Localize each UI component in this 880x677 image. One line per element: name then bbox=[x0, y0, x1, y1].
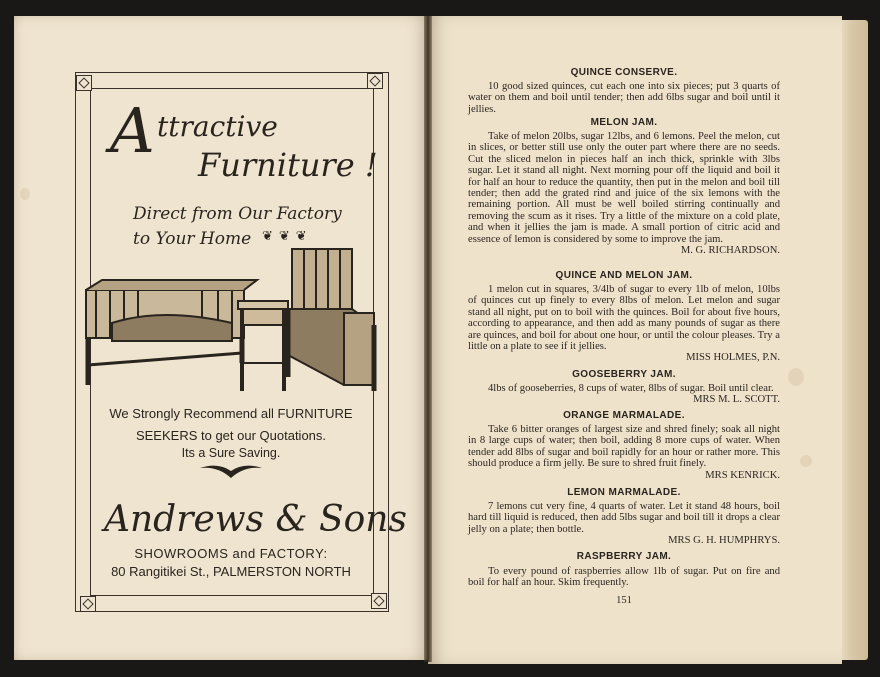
page-number: 151 bbox=[616, 595, 632, 606]
recipe-title: GOOSEBERRY JAM. bbox=[572, 369, 676, 380]
corner-ornament-icon bbox=[80, 596, 96, 612]
recipe-body bbox=[468, 284, 780, 364]
recipe-body bbox=[468, 566, 780, 589]
recipe-title: MELON JAM. bbox=[590, 117, 658, 128]
recipe-title: QUINCE CONSERVE. bbox=[570, 67, 678, 78]
recipe-attribution: M. G. RICHARDSON. bbox=[680, 245, 780, 257]
recipe-attribution: MRS G. H. HUMPHRYS. bbox=[668, 535, 780, 547]
recipe-body bbox=[468, 424, 780, 481]
recipe-attribution: MRS KENRICK. bbox=[705, 469, 780, 481]
paper-stain bbox=[800, 455, 812, 467]
paper-stain bbox=[20, 188, 30, 200]
ad-recommend-line3: Its a Sure Saving. bbox=[181, 446, 281, 460]
recipe-text: Take 6 bitter oranges of largest size and shred finely; soak all night in 8 large cups of water; then boil, adding 8 more cups of water. When tender add 8lbs of sugar and boil rapidly for an hour or rather more. This should produce a firm jelly. Be sure to shred fruit finely. bbox=[468, 424, 780, 470]
recipe-text: 7 lemons cut very fine, 4 quarts of water. Let it stand 48 hours, boil hard till liquid is reduced, then add 5lbs sugar and boil till it drops a clear jelly on a plate; then bottle. bbox=[468, 501, 780, 535]
recipe-text: 1 melon cut in squares, 3/4lb of sugar to every 1lb of melon, 10lbs of quinces cut up finely to every 8lbs of melon. Let melon and sugar stand all night, put on to boil with the quinces. Boil for about five hours, according to appearance, and then add as many pounds of sugar as there are quinces, and boil for about one hour, or until the colour pleases. Try a little on a plate to see if it jellies. bbox=[468, 284, 780, 353]
ad-address: 80 Rangitikei St., PALMERSTON NORTH bbox=[111, 564, 351, 579]
ad-headline-line2: Furniture ! bbox=[198, 146, 378, 184]
ad-showrooms: SHOWROOMS and FACTORY: bbox=[134, 546, 328, 561]
corner-ornament-icon bbox=[367, 73, 383, 89]
ad-recommend-line2: SEEKERS to get our Quotations. bbox=[135, 428, 327, 443]
ad-recommend-line1: We Strongly Recommend all FURNITURE bbox=[109, 406, 353, 421]
ad-headline: ttractive bbox=[157, 110, 278, 143]
corner-ornament-icon bbox=[371, 593, 387, 609]
leaf-ornament-icon: ❦❦❦ bbox=[262, 228, 313, 243]
recipe-body bbox=[468, 131, 780, 256]
recipe-attribution: MRS M. L. SCOTT. bbox=[693, 394, 780, 406]
recipe-title: ORANGE MARMALADE. bbox=[563, 410, 685, 421]
ad-company-name: Andrews & Sons bbox=[104, 499, 407, 540]
recipe-body bbox=[468, 383, 780, 406]
recipe-attribution: MISS HOLMES, P.N. bbox=[686, 352, 780, 364]
ad-headline-initial: A bbox=[110, 94, 155, 167]
recipe-body bbox=[468, 81, 780, 115]
recipe-text: 10 good sized quinces, cut each one into six pieces; put 3 quarts of water on them and boil until tender; then add 6lbs sugar and boil until it jellies. bbox=[468, 81, 780, 115]
recipe-text: 4lbs of gooseberries, 8 cups of water, 8lbs of sugar. Boil until clear. bbox=[488, 383, 774, 394]
recipe-title: RASPBERRY JAM. bbox=[576, 551, 672, 562]
book-gutter bbox=[424, 16, 432, 662]
recipe-title: QUINCE AND MELON JAM. bbox=[555, 270, 693, 281]
paper-stain bbox=[788, 368, 804, 386]
scroll-ornament-icon bbox=[198, 462, 264, 480]
recipe-text: Take of melon 20lbs, sugar 12lbs, and 6 lemons. Peel the melon, cut in slices, or better still use only the outer part where there are no seeds. Cut the sliced melon in pieces half an inch thick, sprinkle with 3lbs sugar. Let it stand all night. Next morning pour off the liquid and boil it for half an hour to reduce the quantity, then put in the melon and boil till tender; then add the grated rind and juice of the six lemons with the remaining portion. All must be well boiled stirring continually and removing the scum as it rises. Try a little of the mixture on a cold plate, and when it jellies the jam is made. A small portion of citric acid and essence of lemon is considered by some to improve the jam. bbox=[468, 131, 780, 245]
corner-ornament-icon bbox=[76, 75, 92, 91]
ad-tagline-line2: to Your Home bbox=[133, 229, 252, 249]
ad-tagline-line1: Direct from Our Factory bbox=[133, 204, 342, 224]
recipe-title: LEMON MARMALADE. bbox=[567, 487, 681, 498]
recipe-text: To every pound of raspberries allow 1lb of sugar. Put on fire and boil for half an hour. Skim frequently. bbox=[468, 566, 780, 589]
page-edges bbox=[842, 20, 868, 660]
recipe-body bbox=[468, 501, 780, 547]
furniture-illustration bbox=[82, 245, 382, 395]
